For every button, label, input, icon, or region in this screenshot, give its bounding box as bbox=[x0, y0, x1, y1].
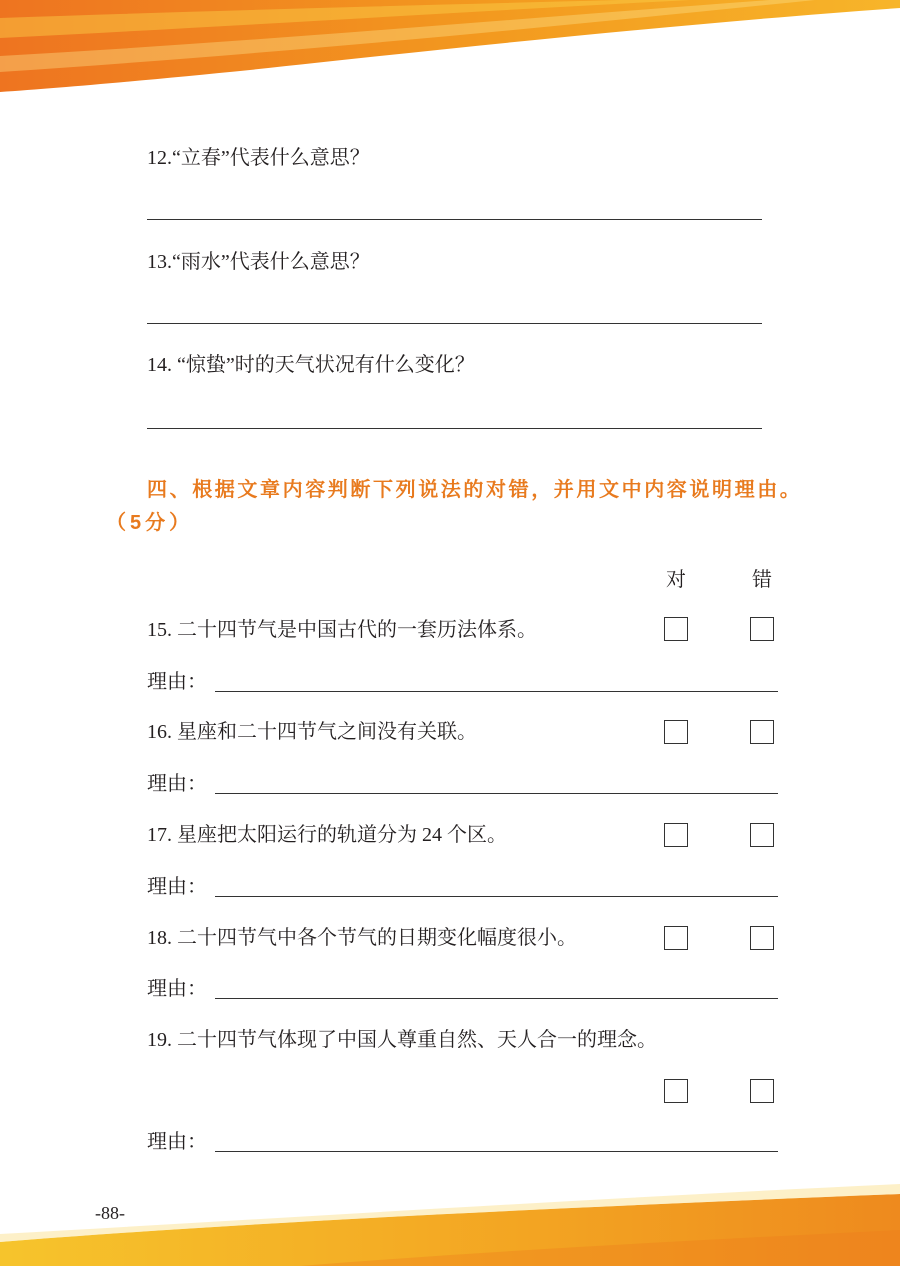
bottom-wave-banner bbox=[0, 1180, 900, 1266]
reason-label-17: 理由： bbox=[147, 876, 207, 898]
question-14: 14. “惊蛰”时的天气状况有什么变化？ bbox=[147, 354, 475, 376]
column-false-header: 错 bbox=[752, 569, 772, 591]
reason-label-16: 理由： bbox=[147, 773, 207, 795]
true-checkbox-16[interactable] bbox=[664, 720, 688, 744]
statement-18: 18. 二十四节气中各个节气的日期变化幅度很小。 bbox=[147, 927, 577, 949]
statement-17: 17. 星座把太阳运行的轨道分为 24 个区。 bbox=[147, 824, 507, 846]
answer-line-14[interactable] bbox=[147, 428, 762, 429]
question-13: 13.“雨水”代表什么意思？ bbox=[147, 251, 370, 273]
false-checkbox-17[interactable] bbox=[750, 823, 774, 847]
answer-line-13[interactable] bbox=[147, 323, 762, 324]
reason-label-15: 理由： bbox=[147, 671, 207, 693]
section-4-score: （5分） bbox=[106, 512, 194, 534]
statement-16: 16. 星座和二十四节气之间没有关联。 bbox=[147, 721, 477, 743]
answer-line-12[interactable] bbox=[147, 219, 762, 220]
reason-line-19[interactable] bbox=[215, 1151, 778, 1152]
reason-line-15[interactable] bbox=[215, 691, 778, 692]
section-4-title: 四、根据文章内容判断下列说法的对错，并用文中内容说明理由。 bbox=[147, 479, 803, 501]
reason-line-18[interactable] bbox=[215, 998, 778, 999]
false-checkbox-19[interactable] bbox=[750, 1079, 774, 1103]
false-checkbox-15[interactable] bbox=[750, 617, 774, 641]
statement-19: 19. 二十四节气体现了中国人尊重自然、天人合一的理念。 bbox=[147, 1029, 657, 1051]
true-checkbox-18[interactable] bbox=[664, 926, 688, 950]
column-true-header: 对 bbox=[666, 569, 686, 591]
reason-line-17[interactable] bbox=[215, 896, 778, 897]
true-checkbox-17[interactable] bbox=[664, 823, 688, 847]
reason-label-19: 理由： bbox=[147, 1131, 207, 1153]
statement-15: 15. 二十四节气是中国古代的一套历法体系。 bbox=[147, 619, 537, 641]
false-checkbox-16[interactable] bbox=[750, 720, 774, 744]
reason-label-18: 理由： bbox=[147, 978, 207, 1000]
true-checkbox-15[interactable] bbox=[664, 617, 688, 641]
page-number: -88- bbox=[95, 1203, 125, 1223]
true-checkbox-19[interactable] bbox=[664, 1079, 688, 1103]
top-wave-banner bbox=[0, 0, 900, 100]
reason-line-16[interactable] bbox=[215, 793, 778, 794]
false-checkbox-18[interactable] bbox=[750, 926, 774, 950]
question-12: 12.“立春”代表什么意思？ bbox=[147, 147, 370, 169]
